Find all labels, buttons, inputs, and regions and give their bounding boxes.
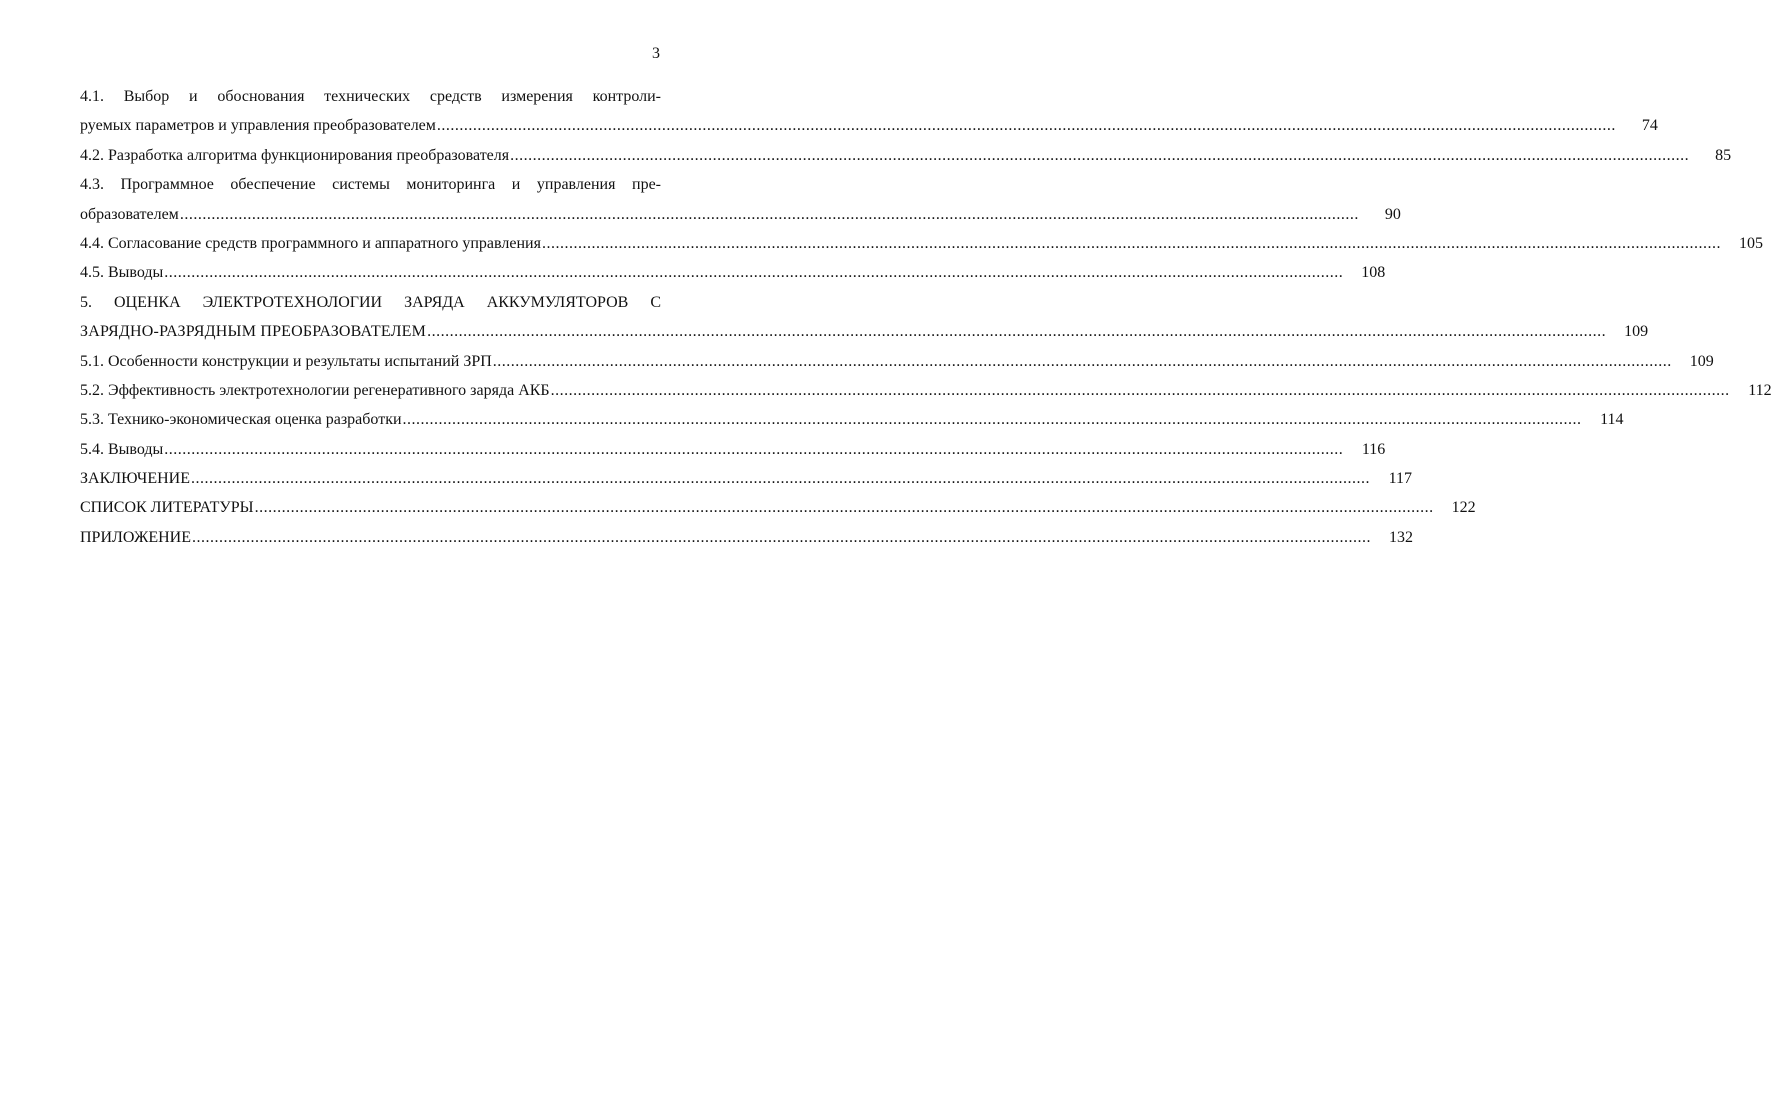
toc-entry-5	[80, 317, 1649, 346]
toc-line-4-1-wrap	[80, 82, 661, 111]
toc-label: 4.2. Разработка алгоритма функционирования преобразователя	[80, 146, 510, 164]
toc-page: 109	[1624, 323, 1649, 341]
page-number: 3	[652, 45, 660, 62]
toc-entry-5-4	[80, 435, 1386, 464]
toc-page: 85	[1715, 146, 1732, 164]
toc-page: 112	[1748, 381, 1772, 399]
toc-label: 5.4. Выводы	[80, 440, 164, 458]
toc-page: 114	[1600, 411, 1624, 429]
toc-leader-dots	[542, 229, 1721, 258]
toc-text: 5. ОЦЕНКА ЭЛЕКТРОТЕХНОЛОГИИ ЗАРЯДА АККУМУЛЯТОРОВ С	[80, 293, 661, 311]
toc-page: 105	[1738, 234, 1763, 252]
toc-leader-dots	[255, 493, 1434, 522]
toc-leader-dots	[164, 258, 1343, 287]
table-of-contents	[80, 82, 1772, 552]
toc-leader-dots	[164, 435, 1343, 464]
toc-entry-references	[80, 493, 1476, 522]
toc-entry-4-5	[80, 258, 1386, 287]
toc-entry-5-3	[80, 405, 1624, 434]
toc-entry-4-2	[80, 141, 1732, 170]
toc-page: 122	[1451, 499, 1476, 517]
toc-leader-dots	[551, 376, 1730, 405]
toc-page: 74	[1641, 117, 1658, 135]
toc-leader-dots	[510, 141, 1689, 170]
toc-page: 116	[1361, 440, 1386, 458]
toc-label: образователем	[80, 205, 179, 223]
toc-leader-dots	[437, 111, 1616, 140]
toc-text: 4.1. Выбор и обоснования технических средств измерения контроли-	[80, 88, 661, 105]
toc-leader-dots	[493, 347, 1672, 376]
toc-entry-5-2	[80, 376, 1772, 405]
toc-entry-5-1	[80, 347, 1714, 376]
toc-entry-appendix	[80, 523, 1414, 552]
toc-label: 5.1. Особенности конструкции и результаты испытаний ЗРП	[80, 352, 492, 370]
toc-label: 5.2. Эффективность электротехнологии регенеративного заряда АКБ	[80, 381, 550, 399]
toc-page: 108	[1361, 264, 1386, 282]
toc-label: СПИСОК ЛИТЕРАТУРЫ	[80, 499, 254, 517]
toc-leader-dots	[427, 317, 1606, 346]
toc-line-5-wrap	[80, 288, 661, 317]
toc-label: ПРИЛОЖЕНИЕ	[80, 528, 192, 546]
toc-leader-dots	[192, 523, 1371, 552]
toc-entry-conclusion	[80, 464, 1412, 493]
toc-label: ЗАРЯДНО-РАЗРЯДНЫМ ПРЕОБРАЗОВАТЕЛЕМ	[80, 323, 427, 341]
toc-label: руемых параметров и управления преобразователем	[80, 117, 436, 135]
toc-entry-4-3	[80, 200, 1401, 229]
toc-leader-dots	[191, 464, 1370, 493]
toc-entry-4-4	[80, 229, 1763, 258]
toc-leader-dots	[180, 200, 1359, 229]
toc-page: 117	[1388, 470, 1412, 488]
toc-line-4-3-wrap	[80, 170, 661, 199]
toc-label: ЗАКЛЮЧЕНИЕ	[80, 470, 190, 488]
toc-page: 90	[1384, 205, 1401, 223]
toc-page: 132	[1389, 528, 1414, 546]
toc-text: 4.3. Программное обеспечение системы мониторинга и управления пре-	[80, 176, 661, 194]
toc-leader-dots	[403, 405, 1582, 434]
toc-page: 109	[1689, 352, 1714, 370]
toc-label: 4.4. Согласование средств программного и аппаратного управления	[80, 234, 541, 252]
toc-entry-4-1	[80, 111, 1658, 140]
toc-label: 4.5. Выводы	[80, 264, 164, 282]
toc-label: 5.3. Технико-экономическая оценка разработки	[80, 411, 402, 429]
